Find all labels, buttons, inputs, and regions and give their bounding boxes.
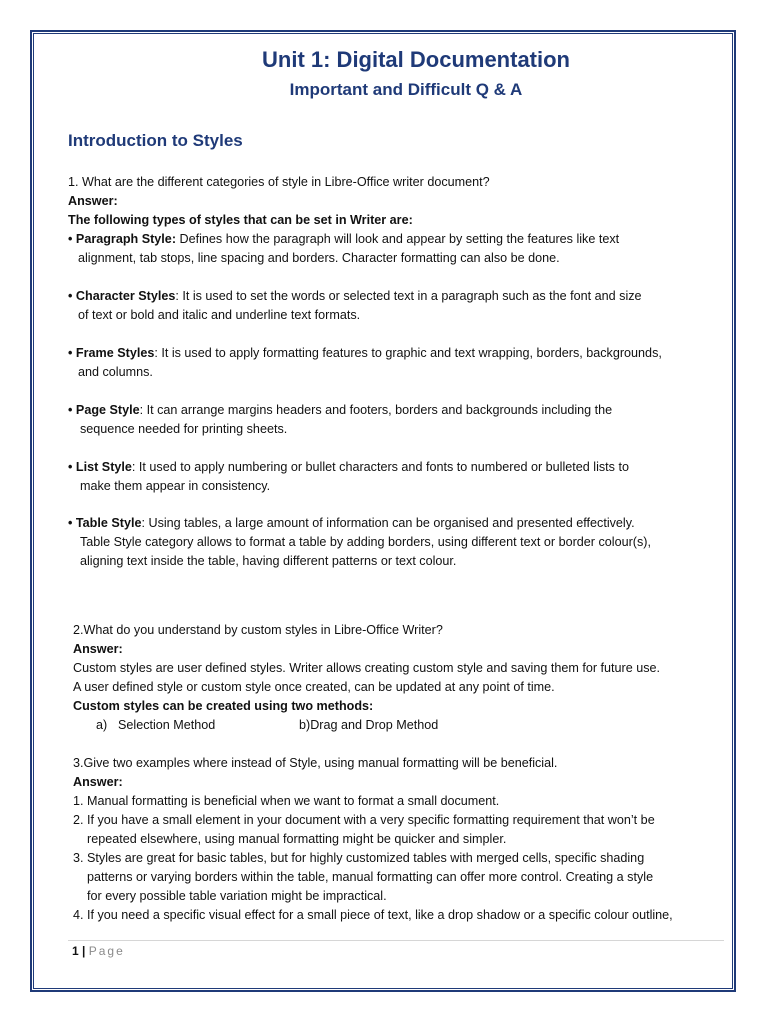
document-subtitle: Important and Difficult Q & A [289, 80, 523, 99]
bullet: • [68, 403, 76, 417]
section-heading: Introduction to Styles [68, 131, 243, 150]
method-a-marker: a) [96, 718, 108, 732]
item-continuation: and columns. [78, 365, 153, 379]
q2-methods-heading: Custom styles can be created using two methods: [73, 699, 374, 713]
list-item [68, 514, 635, 533]
item-continuation: make them appear in consistency. [80, 479, 271, 493]
q3-point-continuation: patterns or varying borders within the table, manual formatting can offer more control. Creating a style [87, 870, 654, 884]
bullet: • [68, 460, 76, 474]
list-item [68, 458, 629, 477]
page-footer [72, 944, 125, 958]
q3-point: 2. If you have a small element in your document with a very specific formatting requirement that won’t be [73, 813, 655, 827]
q1-question: 1. What are the different categories of style in Libre-Office writer document? [68, 175, 490, 189]
item-term: Page Style [75, 403, 140, 417]
footer-divider [68, 940, 724, 941]
item-term: List Style [75, 460, 132, 474]
list-item [68, 344, 662, 363]
q2-question: 2.What do you understand by custom styles in Libre-Office Writer? [73, 623, 443, 637]
q1-intro: The following types of styles that can be set in Writer are: [68, 213, 413, 227]
bullet: • [68, 289, 76, 303]
q3-question: 3.Give two examples where instead of Style, using manual formatting will be beneficial. [73, 756, 558, 770]
list-item [68, 287, 642, 306]
footer-separator: | [78, 944, 89, 958]
bullet: • [68, 346, 76, 360]
item-text: : It used to apply numbering or bullet characters and fonts to numbered or bulleted lists to [131, 460, 629, 474]
item-term: Character Styles [75, 289, 176, 303]
q3-point: 1. Manual formatting is beneficial when we want to format a small document. [73, 794, 500, 808]
item-text: Defines how the paragraph will look and appear by setting the features like text [176, 232, 620, 246]
q2-answer-label: Answer: [73, 642, 123, 656]
item-continuation: sequence needed for printing sheets. [80, 422, 288, 436]
item-term: Frame Styles [75, 346, 155, 360]
item-continuation: of text or bold and italic and underline text formats. [78, 308, 361, 322]
item-continuation: alignment, tab stops, line spacing and borders. Character formatting can also be done. [78, 251, 560, 265]
item-continuation: aligning text inside the table, having different patterns or text colour. [80, 554, 457, 568]
q1-answer-label: Answer: [68, 194, 118, 208]
item-text: : Using tables, a large amount of information can be organised and presented effectively. [141, 516, 635, 530]
page-word: Page [88, 944, 125, 958]
q2-text-line1: Custom styles are user defined styles. Writer allows creating custom style and saving them for future use. [73, 661, 661, 675]
q3-point-continuation: repeated elsewhere, using manual formatting might be quicker and simpler. [87, 832, 507, 846]
bullet: • [68, 516, 76, 530]
q2-text-line2: A user defined style or custom style once created, can be updated at any point of time. [73, 680, 555, 694]
bullet: • [68, 232, 76, 246]
item-text: : It is used to apply formatting features to graphic and text wrapping, borders, backgrounds, [154, 346, 662, 360]
document-title: Unit 1: Digital Documentation [262, 47, 570, 72]
q3-point: 3. Styles are great for basic tables, but for highly customized tables with merged cells, specific shading [73, 851, 645, 865]
list-item [68, 401, 612, 420]
q3-point: 4. If you need a specific visual effect for a small piece of text, like a drop shadow or a specific colour outline, [73, 908, 673, 922]
list-item [68, 230, 619, 249]
item-continuation: Table Style category allows to format a table by adding borders, using different text or border colour(s), [80, 535, 651, 549]
item-text: : It can arrange margins headers and footers, borders and backgrounds including the [139, 403, 613, 417]
method-b: b)Drag and Drop Method [299, 718, 439, 732]
item-text: : It is used to set the words or selected text in a paragraph such as the font and size [175, 289, 642, 303]
method-a: Selection Method [118, 718, 216, 732]
item-term: Table Style [75, 516, 142, 530]
q3-point-continuation: for every possible table variation might be impractical. [87, 889, 387, 903]
item-term: Paragraph Style: [75, 232, 177, 246]
q3-answer-label: Answer: [73, 775, 123, 789]
page-number: 1 [72, 944, 79, 958]
